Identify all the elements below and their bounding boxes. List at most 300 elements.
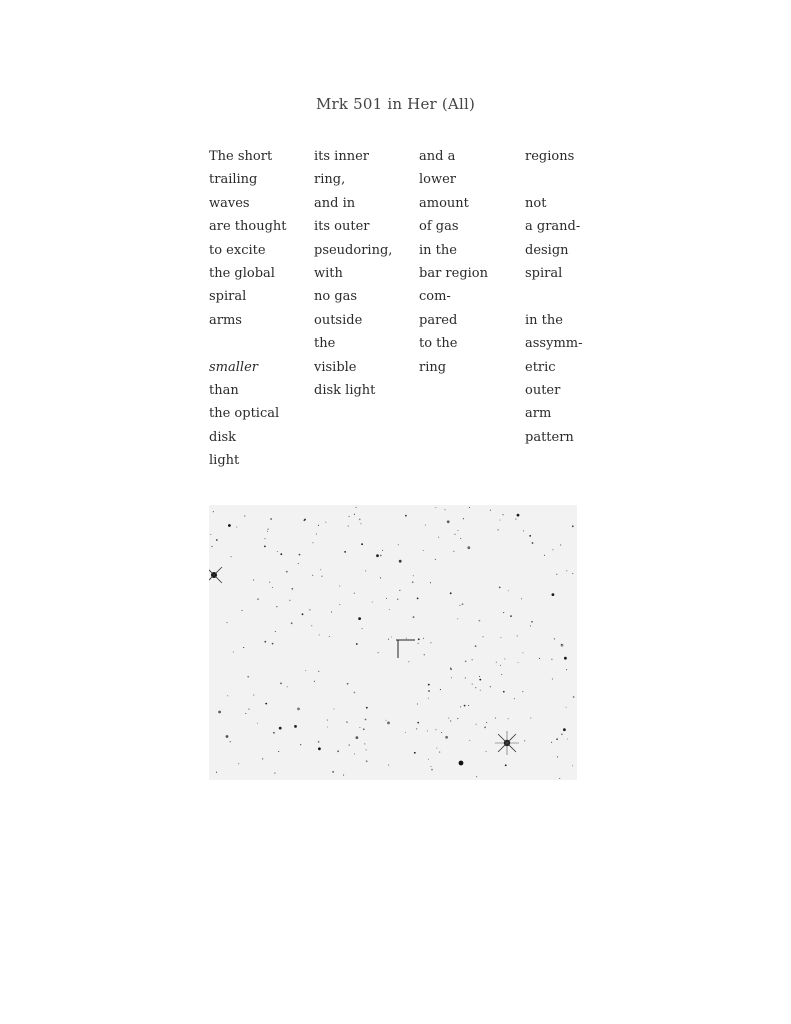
star bbox=[387, 722, 390, 725]
star bbox=[320, 569, 321, 570]
star bbox=[552, 549, 553, 550]
star bbox=[517, 514, 520, 517]
star bbox=[454, 534, 455, 535]
star bbox=[413, 575, 414, 576]
star bbox=[573, 696, 575, 698]
star bbox=[424, 654, 425, 655]
star bbox=[423, 550, 424, 551]
star bbox=[567, 738, 568, 739]
star bbox=[318, 741, 320, 743]
star bbox=[270, 518, 272, 520]
star bbox=[362, 628, 363, 629]
star bbox=[552, 593, 555, 596]
star bbox=[300, 744, 301, 745]
star bbox=[337, 750, 339, 752]
poem-line: visible bbox=[314, 359, 357, 375]
star bbox=[430, 642, 431, 643]
star bbox=[448, 718, 449, 719]
star bbox=[559, 778, 560, 779]
star bbox=[312, 542, 313, 543]
star bbox=[359, 519, 361, 521]
star bbox=[376, 554, 379, 557]
star bbox=[344, 551, 346, 553]
star bbox=[495, 718, 496, 719]
star bbox=[479, 620, 481, 622]
star bbox=[490, 510, 491, 511]
poem-line: The short bbox=[209, 149, 273, 164]
star bbox=[508, 590, 509, 591]
star bbox=[417, 722, 419, 724]
star bbox=[397, 599, 398, 600]
poem-column-1 bbox=[209, 145, 309, 472]
star bbox=[253, 694, 254, 695]
star bbox=[480, 690, 481, 691]
star bbox=[418, 638, 420, 640]
star bbox=[247, 676, 249, 678]
poem-line: regions bbox=[525, 149, 575, 164]
star bbox=[339, 604, 340, 605]
star bbox=[399, 590, 400, 591]
poem-column-4 bbox=[525, 145, 625, 449]
star bbox=[435, 507, 436, 508]
poem-line: smaller bbox=[209, 359, 258, 375]
star bbox=[218, 711, 221, 714]
star bbox=[412, 581, 414, 583]
star bbox=[510, 615, 512, 617]
star bbox=[501, 674, 502, 675]
star bbox=[462, 603, 464, 605]
star bbox=[286, 571, 288, 573]
star bbox=[318, 747, 321, 750]
star bbox=[372, 601, 373, 602]
star bbox=[280, 683, 282, 685]
star bbox=[213, 511, 214, 512]
star bbox=[522, 652, 523, 653]
star bbox=[469, 507, 470, 508]
star bbox=[327, 726, 328, 727]
star bbox=[561, 644, 562, 645]
star bbox=[479, 679, 481, 681]
star bbox=[398, 544, 399, 545]
star bbox=[444, 509, 445, 510]
star bbox=[476, 724, 477, 725]
star bbox=[231, 556, 232, 557]
star bbox=[277, 551, 278, 552]
star bbox=[445, 736, 448, 739]
star bbox=[354, 593, 355, 594]
star bbox=[385, 720, 386, 721]
star bbox=[264, 641, 266, 643]
star bbox=[457, 618, 458, 619]
star bbox=[230, 741, 231, 742]
star bbox=[556, 574, 557, 575]
star bbox=[522, 691, 523, 692]
star bbox=[354, 753, 355, 754]
poem-line: disk bbox=[209, 429, 237, 445]
star bbox=[302, 613, 304, 615]
star bbox=[467, 546, 470, 549]
poem-line bbox=[525, 168, 625, 191]
star bbox=[530, 717, 531, 718]
star bbox=[365, 719, 367, 721]
poem-line: its inner bbox=[314, 149, 369, 164]
poem-line: light bbox=[209, 453, 240, 469]
star bbox=[486, 722, 487, 723]
star bbox=[305, 670, 306, 671]
star bbox=[502, 514, 503, 515]
star bbox=[289, 600, 290, 601]
star bbox=[518, 662, 519, 663]
star bbox=[514, 698, 515, 699]
star bbox=[499, 587, 501, 589]
star bbox=[508, 718, 509, 719]
star bbox=[440, 689, 441, 690]
star bbox=[391, 636, 392, 637]
star bbox=[365, 570, 366, 571]
star bbox=[389, 609, 390, 610]
star bbox=[572, 573, 573, 574]
star bbox=[333, 709, 334, 710]
star bbox=[457, 530, 458, 531]
star bbox=[276, 606, 277, 607]
star bbox=[417, 703, 418, 704]
poem-line: etric bbox=[525, 359, 556, 375]
poem-line: of gas bbox=[419, 219, 459, 235]
star bbox=[378, 652, 379, 653]
star bbox=[380, 577, 381, 578]
star bbox=[405, 732, 406, 733]
poem-line: the global bbox=[209, 265, 275, 281]
star bbox=[468, 705, 469, 706]
poem-line: are thought bbox=[209, 219, 287, 235]
star bbox=[484, 727, 486, 729]
star bbox=[551, 659, 552, 660]
star bbox=[216, 772, 217, 773]
poem-line: arms bbox=[209, 312, 242, 328]
star bbox=[515, 519, 516, 520]
star bbox=[450, 667, 451, 668]
star bbox=[366, 707, 368, 709]
star bbox=[504, 658, 505, 659]
star-field-svg bbox=[209, 505, 577, 780]
star bbox=[253, 579, 254, 580]
star bbox=[267, 531, 268, 532]
star bbox=[311, 625, 312, 626]
star bbox=[354, 514, 355, 515]
bright-star-lower-right bbox=[495, 731, 519, 755]
star bbox=[267, 529, 268, 530]
star bbox=[347, 683, 349, 685]
star bbox=[319, 634, 320, 635]
star bbox=[244, 516, 245, 517]
star bbox=[309, 609, 310, 610]
star bbox=[236, 527, 237, 528]
star bbox=[380, 555, 382, 557]
star bbox=[490, 686, 491, 687]
star bbox=[275, 631, 276, 632]
poem-line: and a bbox=[419, 149, 456, 164]
star bbox=[482, 636, 483, 637]
star bbox=[459, 605, 460, 606]
star bbox=[233, 652, 234, 653]
star bbox=[360, 523, 361, 524]
star bbox=[438, 537, 439, 538]
star bbox=[363, 728, 365, 730]
poem-line: spiral bbox=[209, 289, 247, 305]
star bbox=[418, 643, 419, 644]
star bbox=[563, 728, 566, 731]
star bbox=[245, 713, 246, 714]
star bbox=[564, 657, 567, 660]
star bbox=[325, 522, 326, 523]
poem-line: assymm- bbox=[525, 336, 583, 352]
poem-line: trailing bbox=[209, 172, 258, 188]
star bbox=[228, 524, 231, 527]
star bbox=[423, 638, 424, 639]
star bbox=[500, 665, 501, 666]
star bbox=[264, 546, 266, 548]
poem-line: a grand- bbox=[525, 219, 581, 235]
star bbox=[343, 775, 344, 776]
star bbox=[291, 588, 293, 590]
star bbox=[436, 747, 437, 748]
star bbox=[430, 582, 431, 583]
star bbox=[358, 617, 361, 620]
star bbox=[278, 751, 279, 752]
star bbox=[366, 749, 367, 750]
star bbox=[238, 763, 239, 764]
star bbox=[262, 758, 263, 759]
poem-line: ring, bbox=[314, 172, 346, 188]
star bbox=[227, 695, 228, 696]
star bbox=[425, 524, 426, 525]
poem-line bbox=[525, 285, 625, 308]
star bbox=[274, 773, 275, 774]
star bbox=[428, 759, 429, 760]
star bbox=[551, 742, 552, 743]
poem-line: to the bbox=[419, 336, 458, 352]
star bbox=[414, 752, 416, 754]
poem-line: the optical bbox=[209, 406, 280, 422]
star bbox=[318, 671, 319, 672]
poem-line: disk light bbox=[314, 382, 376, 398]
star bbox=[279, 727, 282, 730]
star bbox=[416, 728, 417, 729]
star bbox=[257, 598, 259, 600]
star bbox=[297, 708, 300, 711]
poem-line: pseudoring, bbox=[314, 242, 393, 258]
star bbox=[457, 718, 458, 719]
star bbox=[557, 756, 558, 757]
star bbox=[465, 661, 467, 663]
poem-line: arm bbox=[525, 406, 552, 422]
star bbox=[539, 658, 540, 659]
star bbox=[314, 681, 315, 682]
star bbox=[280, 553, 282, 555]
star bbox=[530, 625, 531, 626]
star bbox=[439, 752, 440, 753]
poem-line: and in bbox=[314, 195, 356, 211]
star bbox=[556, 738, 558, 740]
poem-line: in the bbox=[419, 242, 457, 258]
star bbox=[460, 538, 461, 539]
star bbox=[441, 732, 442, 733]
poem-column-3 bbox=[419, 145, 519, 379]
star bbox=[475, 687, 476, 688]
star bbox=[413, 616, 415, 618]
star bbox=[566, 707, 567, 708]
star bbox=[417, 598, 419, 600]
poem-line: pared bbox=[419, 312, 458, 328]
star bbox=[450, 720, 451, 721]
star bbox=[216, 539, 218, 541]
star bbox=[496, 662, 497, 663]
star bbox=[560, 544, 561, 545]
poem-line: the bbox=[314, 336, 336, 352]
star bbox=[312, 575, 313, 576]
poem-line: spiral bbox=[525, 265, 563, 281]
star bbox=[272, 643, 274, 645]
star bbox=[505, 764, 507, 766]
star bbox=[356, 507, 357, 508]
star bbox=[561, 733, 563, 735]
poem-line: amount bbox=[419, 195, 469, 211]
star bbox=[318, 525, 319, 526]
star bbox=[346, 721, 348, 723]
star bbox=[382, 550, 383, 551]
star bbox=[264, 538, 265, 539]
star bbox=[428, 690, 430, 692]
star bbox=[339, 585, 340, 586]
star bbox=[427, 730, 428, 731]
star bbox=[272, 587, 273, 588]
star bbox=[356, 643, 358, 645]
star bbox=[226, 735, 229, 738]
star bbox=[428, 698, 429, 699]
star bbox=[291, 622, 293, 624]
star bbox=[531, 621, 533, 623]
star bbox=[332, 771, 334, 773]
poem-line: to excite bbox=[209, 242, 266, 258]
star bbox=[572, 525, 574, 527]
star bbox=[431, 769, 433, 771]
star bbox=[388, 639, 389, 640]
star bbox=[287, 686, 288, 687]
star bbox=[248, 709, 249, 710]
page-title: Mrk 501 in Her (All) bbox=[315, 95, 476, 113]
star bbox=[257, 723, 258, 724]
star bbox=[472, 659, 473, 660]
star bbox=[349, 516, 350, 517]
star bbox=[366, 760, 368, 762]
poem-line: com- bbox=[419, 289, 451, 305]
star bbox=[475, 645, 477, 647]
star bbox=[523, 530, 524, 531]
poem-line: outer bbox=[525, 382, 561, 398]
poem-line: not bbox=[525, 195, 547, 211]
star bbox=[572, 765, 573, 766]
star bbox=[349, 745, 350, 746]
star bbox=[359, 727, 360, 728]
star bbox=[524, 740, 525, 741]
star bbox=[463, 518, 464, 519]
star bbox=[479, 676, 480, 677]
poem-line: in the bbox=[525, 312, 563, 328]
poem-line: than bbox=[209, 382, 239, 398]
star bbox=[241, 610, 242, 611]
star bbox=[486, 751, 487, 752]
star-field-image bbox=[209, 505, 577, 780]
poem-line: bar region bbox=[419, 265, 489, 281]
star bbox=[388, 765, 389, 766]
star bbox=[435, 729, 436, 730]
bright-star-bottom bbox=[459, 761, 464, 766]
star bbox=[503, 691, 505, 693]
poem-line: its outer bbox=[314, 219, 370, 235]
star bbox=[269, 582, 270, 583]
star bbox=[294, 725, 297, 728]
poem-line: design bbox=[525, 242, 569, 258]
star bbox=[265, 703, 267, 705]
star bbox=[498, 529, 499, 530]
star bbox=[566, 570, 567, 571]
star bbox=[273, 732, 275, 734]
star bbox=[544, 555, 545, 556]
star bbox=[552, 678, 553, 679]
star bbox=[321, 576, 322, 577]
poem-column-2 bbox=[314, 145, 414, 402]
star bbox=[435, 559, 436, 560]
star bbox=[364, 743, 365, 744]
star bbox=[348, 526, 349, 527]
star bbox=[430, 766, 431, 767]
poem-line: with bbox=[314, 265, 343, 281]
star bbox=[299, 554, 301, 556]
poem-line: ring bbox=[419, 359, 447, 375]
poem-line: waves bbox=[209, 195, 250, 211]
bright-star-bottom-core bbox=[459, 761, 464, 766]
star bbox=[500, 637, 501, 638]
star bbox=[465, 677, 466, 678]
star bbox=[499, 520, 500, 521]
star bbox=[554, 638, 555, 639]
star bbox=[226, 622, 227, 623]
star bbox=[386, 598, 387, 599]
star bbox=[428, 684, 430, 686]
star bbox=[529, 535, 531, 537]
star bbox=[566, 669, 567, 670]
star bbox=[472, 684, 473, 685]
star bbox=[406, 638, 407, 639]
star bbox=[450, 592, 452, 594]
star bbox=[329, 636, 330, 637]
star bbox=[460, 706, 461, 707]
poem-line bbox=[209, 332, 309, 355]
star bbox=[316, 533, 317, 534]
star bbox=[361, 543, 363, 545]
star bbox=[405, 515, 407, 517]
star bbox=[243, 647, 244, 648]
star bbox=[532, 542, 534, 544]
star bbox=[331, 611, 332, 612]
star bbox=[464, 705, 466, 707]
star bbox=[211, 546, 212, 547]
star bbox=[304, 519, 306, 521]
star bbox=[503, 612, 504, 613]
star bbox=[327, 720, 328, 721]
star bbox=[447, 520, 450, 523]
star bbox=[453, 551, 454, 552]
